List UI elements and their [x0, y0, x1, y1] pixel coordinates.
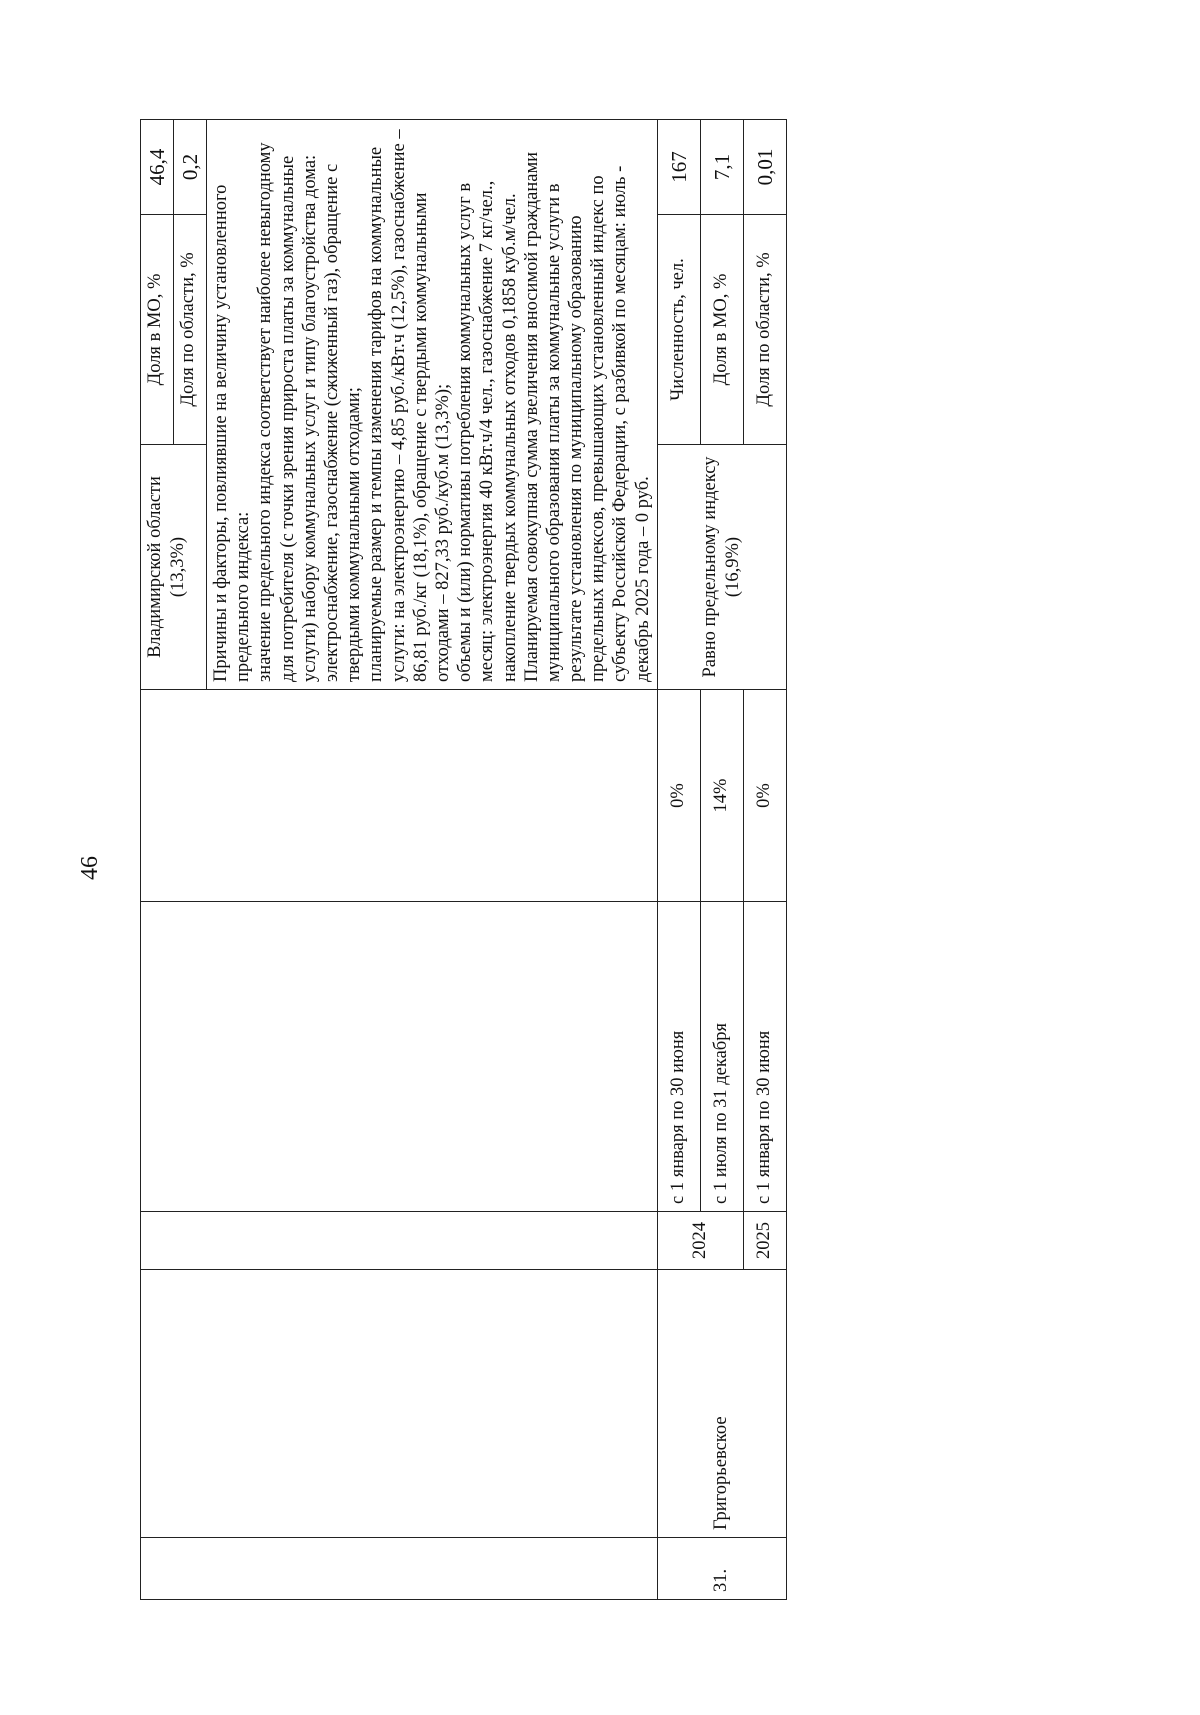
entry-year: 2024 — [657, 1212, 743, 1270]
entry-number: 31. — [657, 1538, 786, 1600]
stat-value: 0,01 — [743, 120, 786, 215]
stat-label: Доля в МО, % — [141, 215, 174, 445]
stat-value: 0,2 — [174, 120, 207, 215]
rotated-page — [140, 120, 1085, 1600]
stat-label: Доля в МО, % — [700, 215, 743, 445]
stat-label: Доля по области, % — [174, 215, 207, 445]
stat-label: Численность, чел. — [657, 215, 700, 445]
factors-text: Причины и факторы, повлиявшие на величину установленного предельного индекса: значение предельного индекса соответствует наиболее невыгодному для потребителя (с точки зрения прироста платы за коммунальные услуги) набору коммунальных услуг и типу благоустройства дома: электроснабжение, газоснабжение (сжиженный газ), обращение с твердыми коммунальными отходами; планируемые размер и темпы изменения тарифов на коммунальные услуги: на электроэнергию – 4,85 руб./кВт.ч (12,5%), газоснабжение – 86,81 руб./кг (18,1%), обращение с твердыми коммунальными отходами – 827,33 руб./куб.м (13,3%); объемы и (или) нормативы потребления коммунальных услуг в месяц: электроэнергия 40 кВт.ч/4 чел., газоснабжение 7 кг/чел., накопление твердых коммунальных отходов 0,1858 куб.м/чел. Планируемая совокупная сумма увеличения вносимой гражданами муниципального образования платы за коммунальные услуги в результате установления по муниципальному образованию предельных индексов, превышающих установленный индекс по субъекту Российской Федерации, с разбивкой по месяцам: июль - декабрь 2025 года – 0 руб. — [207, 120, 658, 690]
entry-index: 0% — [657, 690, 700, 902]
entry-index: 0% — [743, 690, 786, 902]
stat-label: Доля по области, % — [743, 215, 786, 445]
entry-period: с 1 июля по 31 декабря — [700, 902, 743, 1212]
share-label-cell: Владимирской области (13,3%) — [141, 445, 207, 690]
entry-period: с 1 января по 30 июня — [657, 902, 700, 1212]
entry-basis: Равно предельному индексу (16,9%) — [657, 445, 786, 690]
limit-index-table — [140, 119, 787, 1600]
stat-value: 167 — [657, 120, 700, 215]
entry-period: с 1 января по 30 июня — [743, 902, 786, 1212]
continuation-row-share-mo — [141, 120, 174, 1600]
entry-row-1 — [657, 120, 700, 1600]
entry-year: 2025 — [743, 1212, 786, 1270]
stat-value: 7,1 — [700, 120, 743, 215]
page-number: 46 — [77, 856, 103, 880]
stat-value: 46,4 — [141, 120, 174, 215]
entry-name: Григорьевское — [657, 1270, 786, 1538]
entry-index: 14% — [700, 690, 743, 902]
